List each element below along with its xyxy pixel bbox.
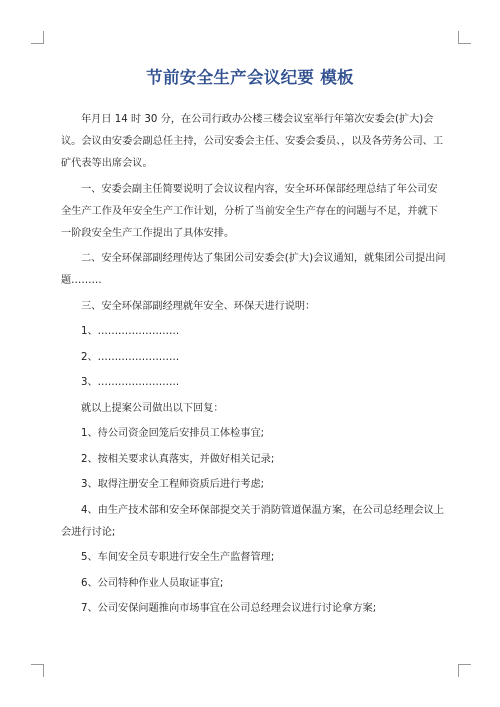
crop-mark-top-right: [458, 31, 471, 44]
reply-item: 2、按相关要求认真落实，并做好相关记录;: [81, 453, 275, 465]
reply-item: 4、由生产技术部和安全环保部提交关于消防管道保温方案，在公司总经理会议上会进行讨论;: [61, 504, 445, 538]
crop-mark-top-left: [31, 31, 44, 44]
reply-item: 3、取得注册安全工程师资质后进行考虑;: [81, 479, 265, 490]
reply-item: 6、公司特种作业人员取证事宜;: [81, 577, 224, 589]
list-item: 1、……………………: [81, 326, 180, 337]
reply-item: 1、待公司资金回笼后安排员工体检事宜;: [81, 428, 265, 439]
crop-mark-bottom-right: [458, 664, 471, 677]
agenda-item-1-paragraph: 一、安委会副主任简要说明了会议议程内容，安全环环保部经理总结了年公司安全生产工作及年安全生产工作计划，分析了当前安全生产存在的问题与不足，并就下一阶段安全生产工作提出了具体安排。: [61, 183, 438, 239]
reply-item: 5、车间安全员专职进行安全生产监督管理;: [81, 552, 275, 563]
list-item: 2、……………………: [81, 351, 180, 363]
document-body: [61, 109, 447, 624]
crop-mark-bottom-left: [31, 664, 44, 677]
reply-heading-paragraph: 就以上提案公司做出以下回复：: [81, 402, 224, 414]
document-title: 节前安全生产会议纪要 模板: [146, 68, 354, 87]
meeting-intro-paragraph: 年月日 14 时 30 分，在公司行政办公楼三楼会议室举行年第次安委会(扩大)会议。会议由安委会副总任主持，公司安委会主任、安委会委员、，以及各劳务公司、工矿代表等出席会议。: [61, 114, 444, 169]
agenda-item-2-paragraph: 二、安全环保部副经理传达了集团公司安委会(扩大)会议通知，就集团公司提出问题………: [61, 253, 446, 286]
agenda-item-3-paragraph: 三、安全环保部副经理就年安全、环保天进行说明：: [81, 300, 316, 312]
list-item: 3、……………………: [81, 377, 180, 388]
reply-item: 7、公司安保问题推向市场事宜在公司总经理会议进行讨论拿方案;: [81, 603, 377, 614]
